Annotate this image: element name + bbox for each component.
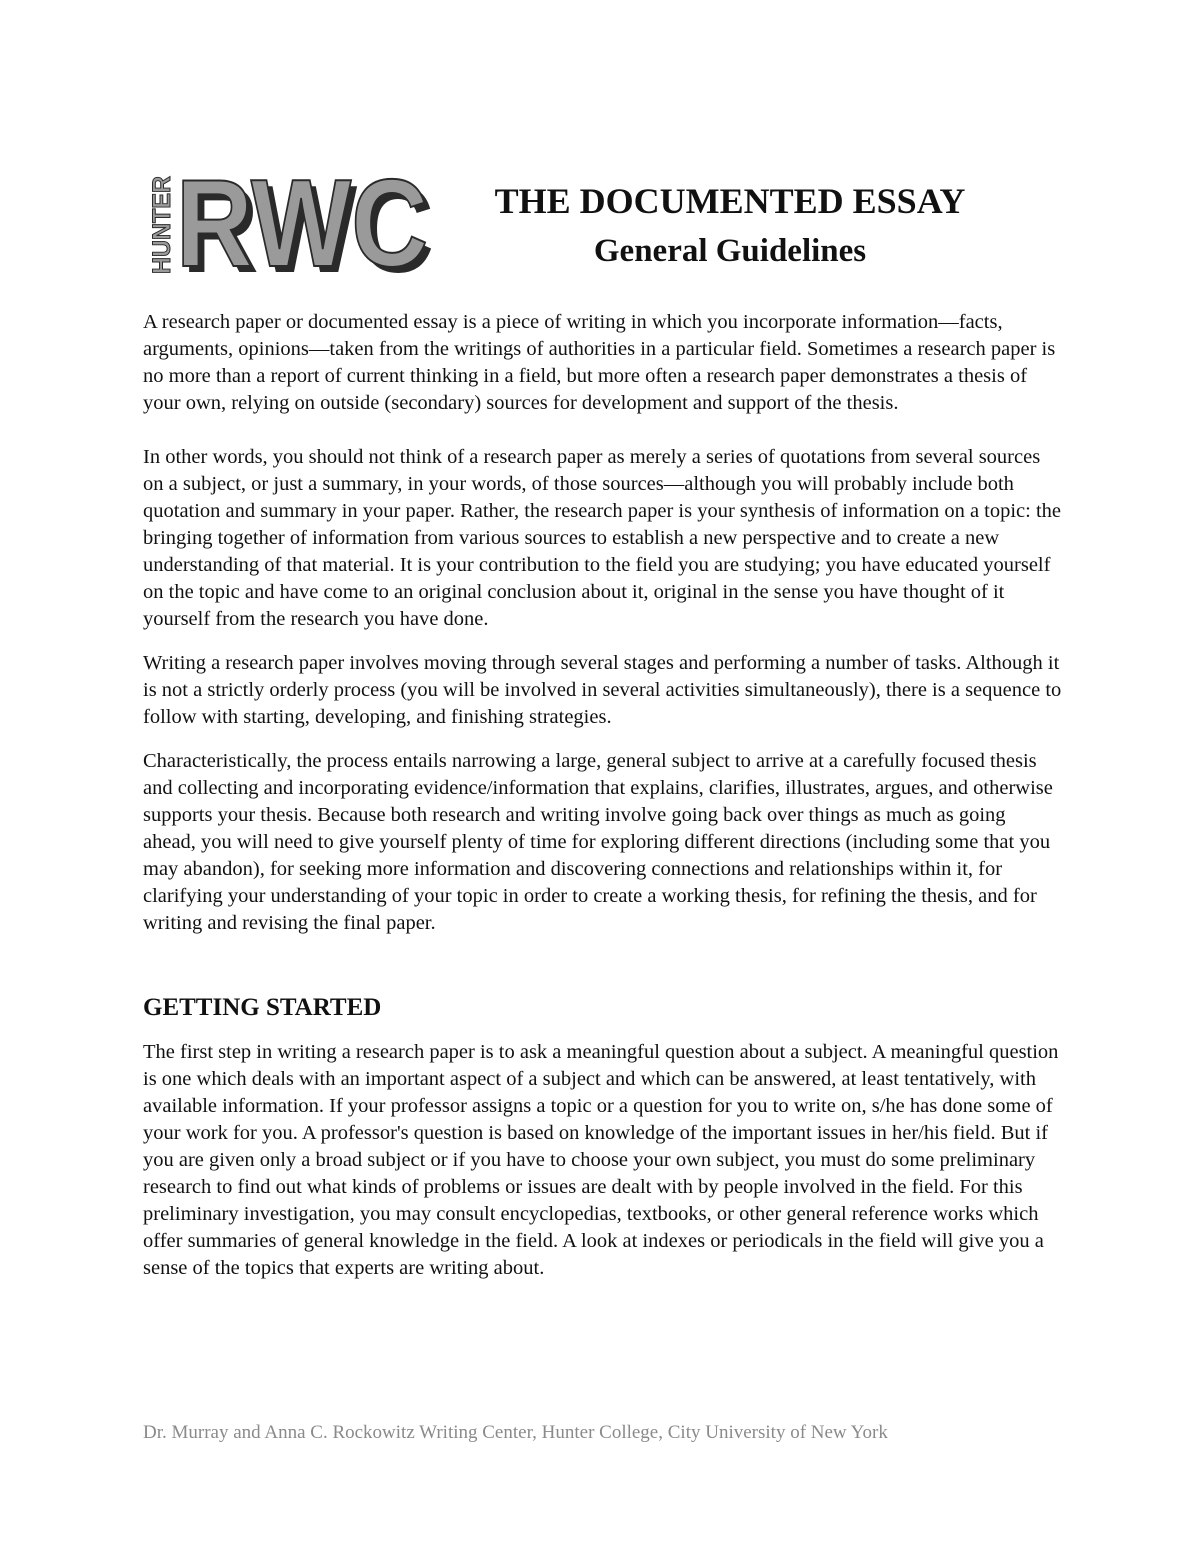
section-spacer	[143, 937, 1063, 991]
hunter-rwc-logo	[140, 168, 440, 276]
intro-paragraph-4: Characteristically, the process entails narrowing a large, general subject to arrive at a carefully focused thesis and collecting and incorporating evidence/information that explains, clarifies, illustrates, argues, and otherwise supports your thesis. Because both research and writing involve going back over things as much as going ahead, you will need to give yourself plenty of time for exploring different directions (including some that you may abandon), for seeking more information and discovering connections and relationships within it, for clarifying your understanding of your topic in order to create a working thesis, for refining the thesis, and for writing and revising the final paper.	[143, 750, 1053, 934]
logo-hunter-text: HUNTER	[148, 169, 176, 274]
section-spacer	[143, 1025, 1063, 1039]
document-title: THE DOCUMENTED ESSAY	[494, 181, 966, 221]
intro-paragraph-2: In other words, you should not think of a research paper as merely a series of quotations from several sources on a subject, or just a summary, in your words, of those sources—although you will probably include both quotation and summary in your paper. Rather, the research paper is your synthesis of information on a topic: the bringing together of information from various sources to establish a new perspective and to create a new understanding of that material. It is your contribution to the field you are studying; you have educated yourself on the topic and have come to an original conclusion about it, original in the sense you have thought of it yourself from the research you have done.	[143, 446, 1062, 630]
title-block	[430, 178, 1030, 274]
intro-paragraph-1: A research paper or documented essay is a piece of writing in which you incorporate information—facts, arguments, opinions—taken from the writings of authorities in a particular field. Sometimes a research paper is no more than a report of current thinking in a field, but more often a research paper demonstrates a thesis of your own, relying on outside (secondary) sources for development and support of the thesis.	[143, 311, 1056, 414]
paragraph-spacer	[143, 633, 1063, 650]
paragraph-spacer	[143, 731, 1063, 748]
intro-paragraph-3: Writing a research paper involves moving through several stages and performing a number of tasks. Although it is not a strictly orderly process (you will be involved in several activities simultaneously), there is a sequence to follow with starting, developing, and finishing strategies.	[143, 652, 1062, 728]
paragraph-spacer	[143, 417, 1063, 444]
logo-rwc-shadow: RWC	[182, 168, 434, 276]
section-heading-getting-started: GETTING STARTED	[143, 994, 382, 1021]
document-body	[143, 309, 1063, 1282]
page-footer: Dr. Murray and Anna C. Rockowitz Writing Center, Hunter College, City University of New York	[143, 1422, 888, 1443]
getting-started-paragraph: The first step in writing a research paper is to ask a meaningful question about a subject. A meaningful question is one which deals with an important aspect of a subject and which can be answered, at least tentatively, with available information. If your professor assigns a topic or a question for you to write on, s/he has done some of your work for you. A professor's question is based on knowledge of the important issues in her/his field. But if you are given only a broad subject or if you have to choose your own subject, you must do some preliminary research to find out what kinds of problems or issues are dealt with by people involved in the field. For this preliminary investigation, you may consult encyclopedias, textbooks, or other general reference works which offer summaries of general knowledge in the field. A look at indexes or periodicals in the field will give you a sense of the topics that experts are writing about.	[143, 1041, 1059, 1279]
rwc-logo-icon	[140, 168, 440, 276]
document-subtitle: General Guidelines	[593, 233, 867, 269]
logo-rwc-text: RWC	[176, 168, 428, 276]
